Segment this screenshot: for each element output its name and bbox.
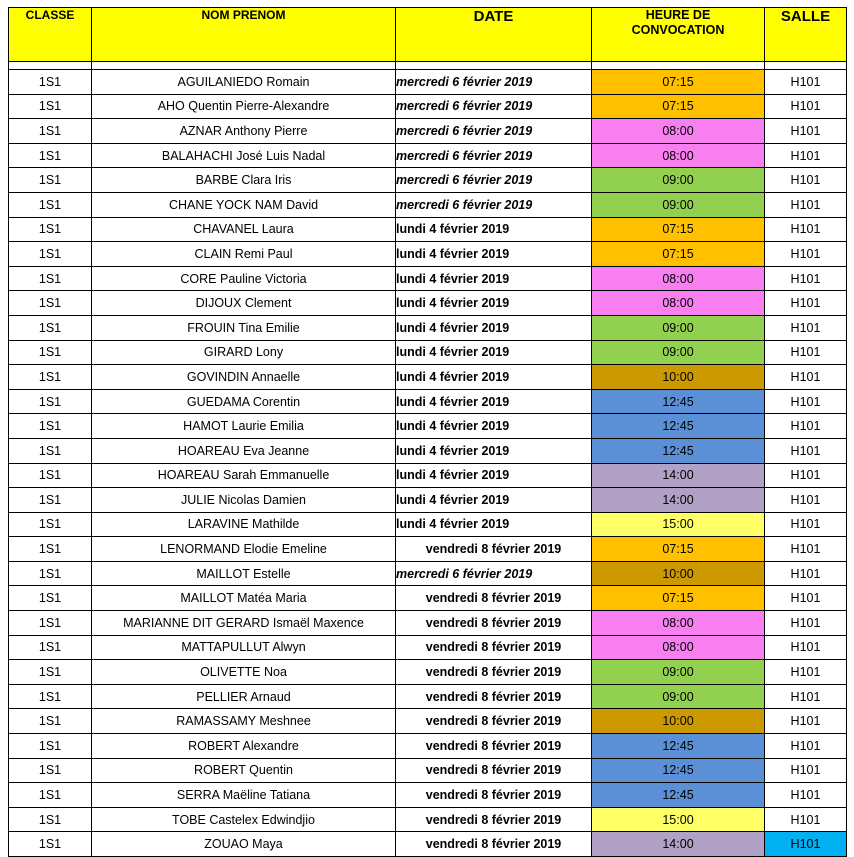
table-row — [9, 734, 847, 759]
header-heure-line2: CONVOCATION — [631, 23, 725, 37]
table-row — [9, 143, 847, 168]
cell-date: vendredi 8 février 2019 — [396, 783, 592, 808]
cell-heure: 09:00 — [592, 660, 765, 685]
cell-salle: H101 — [765, 635, 847, 660]
cell-heure: 14:00 — [592, 488, 765, 513]
cell-date: vendredi 8 février 2019 — [396, 586, 592, 611]
cell-date: vendredi 8 février 2019 — [396, 832, 592, 857]
cell-heure: 09:00 — [592, 168, 765, 193]
cell-classe: 1S1 — [9, 389, 92, 414]
cell-nom-prenom: CORE Pauline Victoria — [92, 266, 396, 291]
cell-heure: 08:00 — [592, 266, 765, 291]
cell-salle: H101 — [765, 537, 847, 562]
table-row — [9, 340, 847, 365]
cell-date: lundi 4 février 2019 — [396, 438, 592, 463]
cell-classe: 1S1 — [9, 635, 92, 660]
cell-classe: 1S1 — [9, 660, 92, 685]
cell-salle: H101 — [765, 611, 847, 636]
cell-date: lundi 4 février 2019 — [396, 512, 592, 537]
cell-heure: 10:00 — [592, 709, 765, 734]
cell-nom-prenom: DIJOUX Clement — [92, 291, 396, 316]
cell-date: lundi 4 février 2019 — [396, 217, 592, 242]
cell-nom-prenom: CHANE YOCK NAM David — [92, 192, 396, 217]
cell-salle: H101 — [765, 119, 847, 144]
cell-salle: H101 — [765, 168, 847, 193]
cell-heure: 09:00 — [592, 315, 765, 340]
cell-nom-prenom: TOBE Castelex Edwindjio — [92, 807, 396, 832]
cell-classe: 1S1 — [9, 512, 92, 537]
cell-salle: H101 — [765, 414, 847, 439]
cell-nom-prenom: ZOUAO Maya — [92, 832, 396, 857]
table-row — [9, 168, 847, 193]
cell-classe: 1S1 — [9, 119, 92, 144]
cell-date: lundi 4 février 2019 — [396, 488, 592, 513]
cell-classe: 1S1 — [9, 217, 92, 242]
cell-nom-prenom: LARAVINE Mathilde — [92, 512, 396, 537]
table-row — [9, 783, 847, 808]
cell-salle: H101 — [765, 266, 847, 291]
cell-classe: 1S1 — [9, 758, 92, 783]
cell-salle: H101 — [765, 94, 847, 119]
cell-classe: 1S1 — [9, 709, 92, 734]
cell-classe: 1S1 — [9, 611, 92, 636]
table-row — [9, 807, 847, 832]
cell-date: mercredi 6 février 2019 — [396, 94, 592, 119]
spacer-cell — [92, 62, 396, 70]
cell-classe: 1S1 — [9, 807, 92, 832]
cell-nom-prenom: MARIANNE DIT GERARD Ismaël Maxence — [92, 611, 396, 636]
table-row — [9, 266, 847, 291]
table-row — [9, 758, 847, 783]
header-heure-convocation — [592, 8, 765, 62]
convocation-table — [8, 7, 847, 857]
cell-nom-prenom: LENORMAND Elodie Emeline — [92, 537, 396, 562]
table-row — [9, 488, 847, 513]
cell-classe: 1S1 — [9, 488, 92, 513]
cell-salle: H101 — [765, 365, 847, 390]
cell-classe: 1S1 — [9, 242, 92, 267]
cell-classe: 1S1 — [9, 143, 92, 168]
cell-salle: H101 — [765, 389, 847, 414]
cell-nom-prenom: JULIE Nicolas Damien — [92, 488, 396, 513]
cell-date: lundi 4 février 2019 — [396, 365, 592, 390]
cell-salle: H101 — [765, 684, 847, 709]
cell-classe: 1S1 — [9, 783, 92, 808]
cell-nom-prenom: GOVINDIN Annaelle — [92, 365, 396, 390]
cell-salle: H101 — [765, 291, 847, 316]
cell-nom-prenom: OLIVETTE Noa — [92, 660, 396, 685]
table-row — [9, 635, 847, 660]
table-row — [9, 660, 847, 685]
cell-classe: 1S1 — [9, 70, 92, 95]
cell-nom-prenom: HOAREAU Sarah Emmanuelle — [92, 463, 396, 488]
cell-heure: 14:00 — [592, 463, 765, 488]
cell-heure: 12:45 — [592, 438, 765, 463]
table-row — [9, 586, 847, 611]
cell-date: lundi 4 février 2019 — [396, 389, 592, 414]
cell-heure: 12:45 — [592, 389, 765, 414]
cell-date: vendredi 8 février 2019 — [396, 709, 592, 734]
header-row — [9, 8, 847, 62]
cell-heure: 15:00 — [592, 807, 765, 832]
cell-nom-prenom: PELLIER Arnaud — [92, 684, 396, 709]
cell-heure: 10:00 — [592, 561, 765, 586]
cell-classe: 1S1 — [9, 537, 92, 562]
table-row — [9, 291, 847, 316]
cell-heure: 09:00 — [592, 192, 765, 217]
cell-salle: H101 — [765, 586, 847, 611]
cell-nom-prenom: RAMASSAMY Meshnee — [92, 709, 396, 734]
cell-classe: 1S1 — [9, 586, 92, 611]
cell-nom-prenom: BALAHACHI José Luis Nadal — [92, 143, 396, 168]
spacer-cell — [765, 62, 847, 70]
table-row — [9, 537, 847, 562]
table-row — [9, 438, 847, 463]
table-row — [9, 192, 847, 217]
cell-nom-prenom: MAILLOT Estelle — [92, 561, 396, 586]
cell-date: vendredi 8 février 2019 — [396, 537, 592, 562]
header-date: DATE — [396, 8, 592, 62]
cell-classe: 1S1 — [9, 315, 92, 340]
cell-salle: H101 — [765, 463, 847, 488]
cell-date: lundi 4 février 2019 — [396, 266, 592, 291]
cell-classe: 1S1 — [9, 168, 92, 193]
cell-heure: 07:15 — [592, 94, 765, 119]
cell-date: vendredi 8 février 2019 — [396, 635, 592, 660]
cell-date: mercredi 6 février 2019 — [396, 143, 592, 168]
cell-salle: H101 — [765, 315, 847, 340]
cell-classe: 1S1 — [9, 684, 92, 709]
cell-nom-prenom: ROBERT Alexandre — [92, 734, 396, 759]
cell-nom-prenom: CLAIN Remi Paul — [92, 242, 396, 267]
cell-salle: H101 — [765, 561, 847, 586]
cell-date: lundi 4 février 2019 — [396, 242, 592, 267]
cell-salle: H101 — [765, 660, 847, 685]
table-row — [9, 94, 847, 119]
spacer-cell — [9, 62, 92, 70]
cell-heure: 14:00 — [592, 832, 765, 857]
cell-classe: 1S1 — [9, 266, 92, 291]
cell-heure: 08:00 — [592, 635, 765, 660]
cell-classe: 1S1 — [9, 94, 92, 119]
cell-classe: 1S1 — [9, 438, 92, 463]
cell-classe: 1S1 — [9, 340, 92, 365]
table-row — [9, 70, 847, 95]
cell-date: vendredi 8 février 2019 — [396, 660, 592, 685]
cell-heure: 08:00 — [592, 291, 765, 316]
cell-date: mercredi 6 février 2019 — [396, 119, 592, 144]
cell-nom-prenom: MATTAPULLUT Alwyn — [92, 635, 396, 660]
table-row — [9, 611, 847, 636]
cell-heure: 07:15 — [592, 242, 765, 267]
header-salle: SALLE — [765, 8, 847, 62]
cell-nom-prenom: BARBE Clara Iris — [92, 168, 396, 193]
cell-date: mercredi 6 février 2019 — [396, 168, 592, 193]
cell-classe: 1S1 — [9, 365, 92, 390]
cell-date: vendredi 8 février 2019 — [396, 734, 592, 759]
cell-salle: H101 — [765, 217, 847, 242]
table-row — [9, 315, 847, 340]
table-row — [9, 561, 847, 586]
cell-nom-prenom: MAILLOT Matéa Maria — [92, 586, 396, 611]
cell-nom-prenom: AHO Quentin Pierre-Alexandre — [92, 94, 396, 119]
cell-salle: H101 — [765, 143, 847, 168]
header-heure-line1: HEURE DE — [645, 8, 711, 22]
cell-nom-prenom: GIRARD Lony — [92, 340, 396, 365]
cell-heure: 07:15 — [592, 537, 765, 562]
spacer-cell — [396, 62, 592, 70]
table-body — [9, 70, 847, 857]
cell-date: mercredi 6 février 2019 — [396, 70, 592, 95]
cell-nom-prenom: SERRA Maëline Tatiana — [92, 783, 396, 808]
table-row — [9, 709, 847, 734]
cell-nom-prenom: CHAVANEL Laura — [92, 217, 396, 242]
cell-heure: 12:45 — [592, 758, 765, 783]
cell-classe: 1S1 — [9, 832, 92, 857]
cell-nom-prenom: GUEDAMA Corentin — [92, 389, 396, 414]
cell-nom-prenom: ROBERT Quentin — [92, 758, 396, 783]
cell-salle: H101 — [765, 832, 847, 857]
table-row — [9, 119, 847, 144]
cell-heure: 08:00 — [592, 611, 765, 636]
cell-salle: H101 — [765, 734, 847, 759]
cell-salle: H101 — [765, 758, 847, 783]
cell-classe: 1S1 — [9, 291, 92, 316]
cell-date: mercredi 6 février 2019 — [396, 192, 592, 217]
cell-heure: 09:00 — [592, 340, 765, 365]
cell-classe: 1S1 — [9, 192, 92, 217]
cell-heure: 15:00 — [592, 512, 765, 537]
table-header — [9, 8, 847, 62]
table-row — [9, 365, 847, 390]
cell-heure: 12:45 — [592, 734, 765, 759]
cell-classe: 1S1 — [9, 414, 92, 439]
cell-heure: 08:00 — [592, 119, 765, 144]
header-spacer — [9, 62, 847, 70]
cell-date: mercredi 6 février 2019 — [396, 561, 592, 586]
cell-nom-prenom: AZNAR Anthony Pierre — [92, 119, 396, 144]
spacer-row — [9, 62, 847, 70]
cell-date: vendredi 8 février 2019 — [396, 611, 592, 636]
cell-nom-prenom: HAMOT Laurie Emilia — [92, 414, 396, 439]
cell-date: vendredi 8 février 2019 — [396, 758, 592, 783]
cell-salle: H101 — [765, 340, 847, 365]
cell-salle: H101 — [765, 709, 847, 734]
cell-heure: 07:15 — [592, 70, 765, 95]
cell-classe: 1S1 — [9, 561, 92, 586]
cell-heure: 12:45 — [592, 783, 765, 808]
cell-date: lundi 4 février 2019 — [396, 414, 592, 439]
table-row — [9, 242, 847, 267]
cell-salle: H101 — [765, 783, 847, 808]
cell-classe: 1S1 — [9, 734, 92, 759]
cell-classe: 1S1 — [9, 463, 92, 488]
cell-date: lundi 4 février 2019 — [396, 315, 592, 340]
cell-date: lundi 4 février 2019 — [396, 291, 592, 316]
cell-salle: H101 — [765, 242, 847, 267]
table-row — [9, 217, 847, 242]
cell-salle: H101 — [765, 488, 847, 513]
cell-date: vendredi 8 février 2019 — [396, 807, 592, 832]
cell-heure: 07:15 — [592, 217, 765, 242]
cell-salle: H101 — [765, 192, 847, 217]
table-row — [9, 414, 847, 439]
cell-nom-prenom: AGUILANIEDO Romain — [92, 70, 396, 95]
header-classe: CLASSE — [9, 8, 92, 62]
cell-heure: 08:00 — [592, 143, 765, 168]
header-nom-prenom: NOM PRENOM — [92, 8, 396, 62]
table-row — [9, 512, 847, 537]
table-row — [9, 389, 847, 414]
cell-nom-prenom: FROUIN Tina Emilie — [92, 315, 396, 340]
cell-salle: H101 — [765, 512, 847, 537]
table-row — [9, 463, 847, 488]
cell-heure: 07:15 — [592, 586, 765, 611]
cell-salle: H101 — [765, 438, 847, 463]
cell-salle: H101 — [765, 807, 847, 832]
cell-salle: H101 — [765, 70, 847, 95]
cell-date: vendredi 8 février 2019 — [396, 684, 592, 709]
cell-heure: 10:00 — [592, 365, 765, 390]
table-row — [9, 684, 847, 709]
cell-date: lundi 4 février 2019 — [396, 463, 592, 488]
cell-date: lundi 4 février 2019 — [396, 340, 592, 365]
cell-heure: 12:45 — [592, 414, 765, 439]
cell-nom-prenom: HOAREAU Eva Jeanne — [92, 438, 396, 463]
spacer-cell — [592, 62, 765, 70]
cell-heure: 09:00 — [592, 684, 765, 709]
